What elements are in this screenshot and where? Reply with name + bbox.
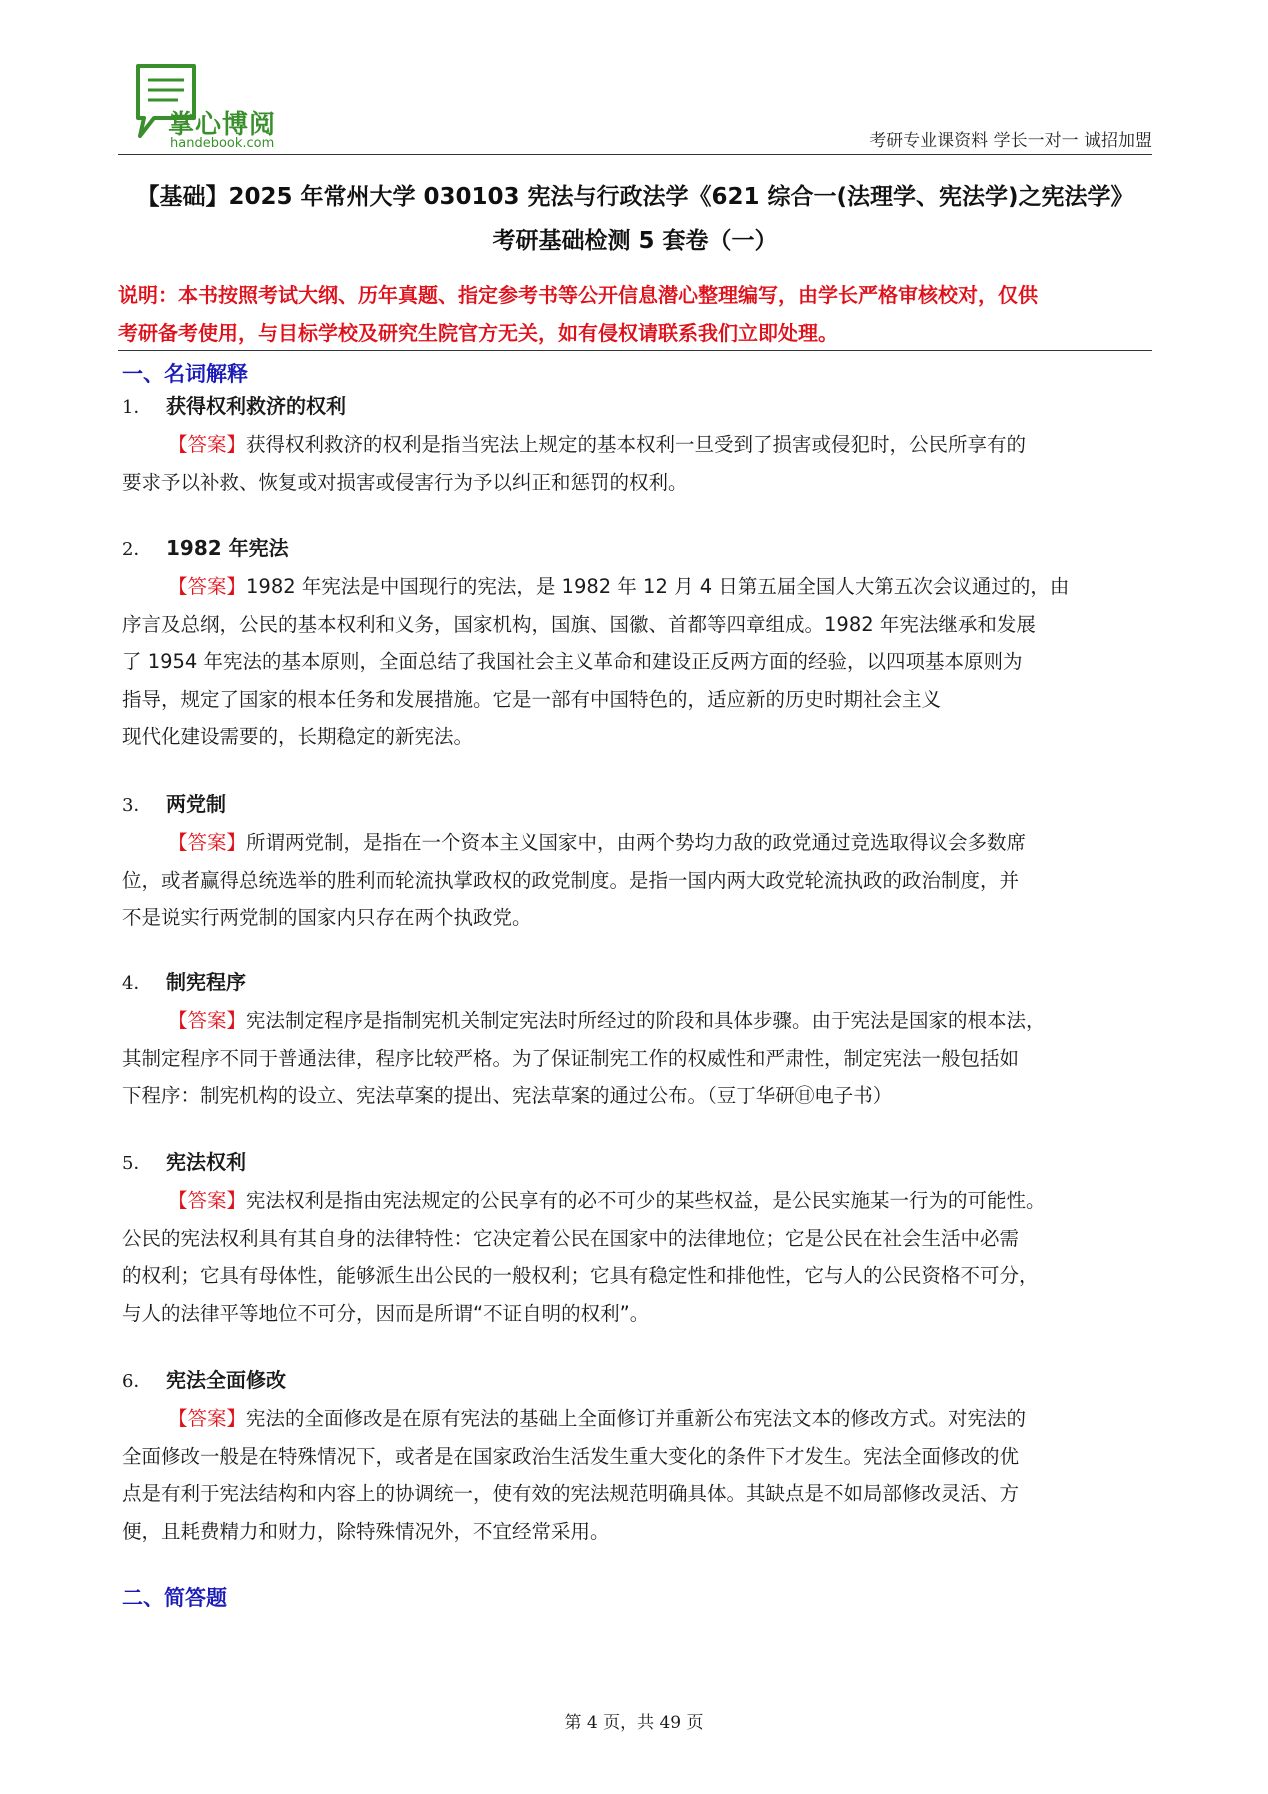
question-term — [122, 964, 1152, 1000]
question-item — [122, 388, 1152, 501]
question-number: 5． — [122, 1153, 152, 1174]
answer-line: 序言及总纲，公民的基本权利和义务，国家机构，国旗、国徽、首都等四章组成。1982 年宪法继承和发展 — [122, 612, 1036, 636]
logo — [132, 60, 292, 150]
logo-domain: handebook.com — [170, 136, 275, 151]
answer-line: 下程序：制宪机构的设立、宪法草案的提出、宪法草案的通过公布。（豆丁华研㊐电子书） — [122, 1084, 893, 1107]
answer-line: 不是说实行两党制的国家内只存在两个执政党。 — [122, 906, 532, 929]
answer-line: 【答案】宪法制定程序是指制宪机关制定宪法时所经过的阶段和具体步骤。由于宪法是国家的根本法， — [168, 1009, 1046, 1032]
question-term — [122, 1362, 1152, 1398]
page-number-footer: 第 4 页，共 49 页 — [564, 1713, 704, 1733]
question-number: 6． — [122, 1371, 152, 1392]
answer-block — [122, 1002, 1152, 1115]
answer-block — [122, 1182, 1152, 1332]
question-item — [122, 530, 1152, 756]
answer-line: 了 1954 年宪法的基本原则，全面总结了我国社会主义革命和建设正反两方面的经验，以四项基本原则为 — [122, 650, 1023, 673]
term-text: 宪法权利 — [166, 1150, 246, 1174]
notice-line: 考研备考使用，与目标学校及研究生院官方无关，如有侵权请联系我们立即处理。 — [118, 321, 838, 345]
answer-line: 要求予以补救、恢复或对损害或侵害行为予以纠正和惩罚的权利。 — [122, 470, 688, 494]
answer-line: 公民的宪法权利具有其自身的法律特性：它决定着公民在国家中的法律地位；它是公民在社会生活中必需 — [122, 1226, 1020, 1250]
term-text: 获得权利救济的权利 — [166, 394, 346, 418]
answer-tag: 【答案】 — [168, 1009, 247, 1032]
answer-line: 【答案】1982 年宪法是中国现行的宪法，是 1982 年 12 月 4 日第五届全国人大第五次会议通过的，由 — [168, 575, 1070, 598]
question-number: 2． — [122, 539, 152, 560]
section-title-definitions: 一、名词解释 — [122, 362, 248, 386]
answer-block — [122, 568, 1152, 756]
document-title: 【基础】2025 年常州大学 030103 宪法与行政法学《621 综合一(法理学、宪法学)之宪法学》 — [136, 184, 1134, 210]
question-number: 3． — [122, 795, 152, 816]
term-text: 1982 年宪法 — [166, 536, 289, 560]
answer-tag: 【答案】 — [168, 831, 247, 854]
notice-line: 说明：本书按照考试大纲、历年真题、指定参考书等公开信息潜心整理编写，由学长严格审核校对，仅供 — [118, 283, 1038, 307]
header-divider — [118, 154, 1152, 155]
answer-line: 与人的法律平等地位不可分，因而是所谓“不证自明的权利”。 — [122, 1301, 650, 1325]
question-term — [122, 388, 1152, 424]
term-text: 宪法全面修改 — [166, 1368, 286, 1392]
answer-line: 位，或者赢得总统选举的胜利而轮流执掌政权的政党制度。是指一国内两大政党轮流执政的政治制度，并 — [122, 868, 1020, 892]
answer-tag: 【答案】 — [168, 1189, 247, 1212]
answer-tag: 【答案】 — [168, 433, 247, 456]
question-number: 4． — [122, 973, 152, 994]
answer-block — [122, 426, 1152, 501]
answer-line: 现代化建设需要的，长期稳定的新宪法。 — [122, 725, 474, 748]
term-text: 制宪程序 — [166, 970, 246, 994]
question-number: 1． — [122, 397, 152, 418]
answer-block — [122, 1400, 1152, 1550]
answer-line: 指导，规定了国家的根本任务和发展措施。它是一部有中国特色的，适应新的历史时期社会主义 — [122, 687, 942, 711]
question-term — [122, 530, 1152, 566]
answer-line: 点是有利于宪法结构和内容上的协调统一，使有效的宪法规范明确具体。其缺点是不如局部修改灵活、方 — [122, 1482, 1020, 1505]
question-item — [122, 1362, 1152, 1550]
answer-line: 【答案】宪法权利是指由宪法规定的公民享有的必不可少的某些权益，是公民实施某一行为的可能性。 — [168, 1189, 1046, 1212]
disclaimer-notice — [118, 276, 1158, 352]
question-term — [122, 786, 1152, 822]
notice-divider — [118, 350, 1152, 351]
question-term — [122, 1144, 1152, 1180]
section-title-short-answer: 二、简答题 — [122, 1586, 227, 1610]
question-item — [122, 1144, 1152, 1332]
question-item — [122, 786, 1152, 937]
answer-line: 的权利；它具有母体性，能够派生出公民的一般权利；它具有稳定性和排他性，它与人的公民资格不可分， — [122, 1264, 1039, 1287]
term-text: 两党制 — [166, 792, 226, 816]
answer-line: 【答案】所谓两党制，是指在一个资本主义国家中，由两个势均力敌的政党通过竞选取得议会多数席 — [168, 831, 1027, 854]
answer-line: 【答案】获得权利救济的权利是指当宪法上规定的基本权利一旦受到了损害或侵犯时，公民所享有的 — [168, 433, 1027, 456]
logo-chinese-name: 掌心博阅 — [168, 110, 277, 140]
answer-line: 全面修改一般是在特殊情况下，或者是在国家政治生活发生重大变化的条件下才发生。宪法全面修改的优 — [122, 1444, 1020, 1468]
question-item — [122, 964, 1152, 1115]
answer-tag: 【答案】 — [168, 575, 247, 598]
answer-line: 【答案】宪法的全面修改是在原有宪法的基础上全面修订并重新公布宪法文本的修改方式。对宪法的 — [168, 1407, 1027, 1430]
document-subtitle: 考研基础检测 5 套卷（一） — [492, 228, 778, 254]
answer-line: 其制定程序不同于普通法律，程序比较严格。为了保证制宪工作的权威性和严肃性，制定宪法一般包括如 — [122, 1046, 1020, 1070]
header-tagline: 考研专业课资料 学长一对一 诚招加盟 — [869, 131, 1152, 151]
answer-line: 便，且耗费精力和财力，除特殊情况外，不宜经常采用。 — [122, 1519, 610, 1543]
answer-block — [122, 824, 1152, 937]
answer-tag: 【答案】 — [168, 1407, 247, 1430]
